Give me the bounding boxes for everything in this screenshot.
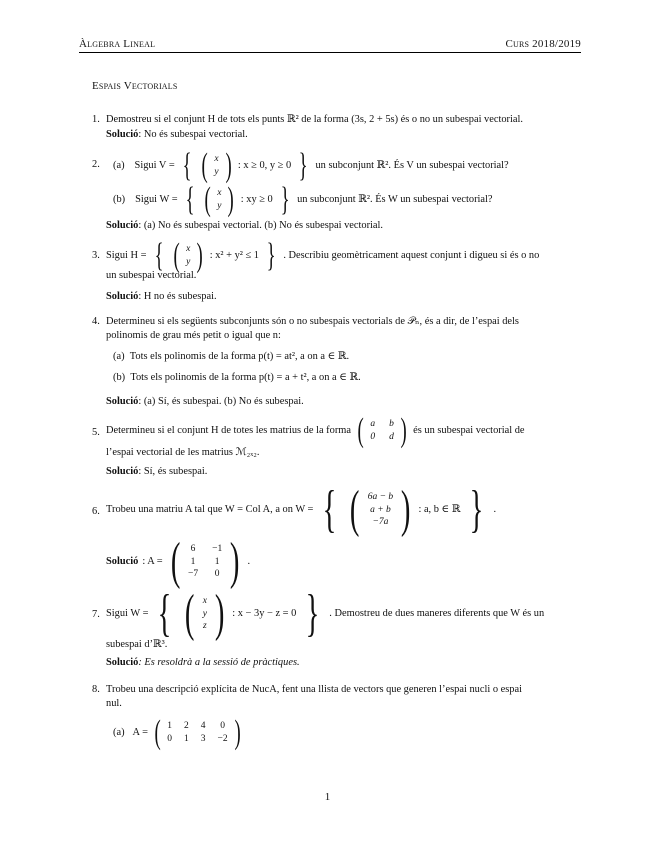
vector bbox=[186, 243, 190, 269]
vec-entry: y bbox=[186, 257, 191, 267]
solution-text: : No és subespai vectorial. bbox=[138, 129, 248, 140]
item-7-number: 7. bbox=[92, 609, 100, 620]
item-5-number: 5. bbox=[92, 427, 100, 438]
brace-close-icon: } bbox=[305, 585, 320, 642]
solution-end: . bbox=[247, 555, 251, 567]
solution-label: Solució bbox=[106, 466, 139, 477]
matrix-entry: 1 bbox=[184, 734, 189, 744]
vec-entry: x bbox=[214, 154, 219, 165]
paren-open-icon: ( bbox=[173, 237, 180, 274]
paren-open-icon: ( bbox=[357, 412, 364, 449]
matrix-entry: 6 bbox=[190, 543, 196, 554]
sub-label: (a) bbox=[113, 351, 125, 362]
page-number: 1 bbox=[324, 791, 331, 803]
brace-open-icon: { bbox=[158, 585, 172, 642]
paren-close-icon: ) bbox=[214, 585, 225, 642]
matrix-entry: −7 bbox=[187, 569, 199, 580]
vec-entry: x bbox=[202, 595, 207, 606]
solution-text: : H no és subespai. bbox=[138, 291, 217, 302]
paren-close-icon: ) bbox=[234, 714, 241, 751]
item-2a-pre: Sigui V = bbox=[134, 159, 175, 171]
brace-close-icon: } bbox=[266, 237, 276, 274]
matrix-entry: b bbox=[389, 419, 394, 430]
item-4-solution bbox=[106, 395, 304, 409]
vector bbox=[214, 153, 218, 179]
item-5-solution bbox=[106, 465, 207, 479]
item-4b-text: Tots els polinomis de la forma p(t) = a + t², a on a ∈ ℝ. bbox=[130, 372, 361, 383]
item-5-post: és un subespai vectorial de bbox=[413, 424, 525, 436]
vec-entry: a + b bbox=[370, 504, 391, 515]
matrix-entry: 0 bbox=[370, 432, 376, 442]
item-7-pre: Sigui W = bbox=[106, 607, 149, 619]
solution-text: : Es resoldrà a la sessió de pràctiques. bbox=[138, 657, 300, 668]
solution-eq: : A = bbox=[142, 555, 163, 567]
paren-open-icon: ( bbox=[185, 585, 195, 642]
vector bbox=[203, 595, 207, 633]
solution-label: Solució bbox=[106, 129, 139, 140]
brace-open-icon: { bbox=[185, 181, 195, 218]
header-rule bbox=[79, 52, 581, 53]
vec-entry: x bbox=[217, 188, 222, 199]
item-4-number: 4. bbox=[92, 316, 100, 327]
brace-open-icon: { bbox=[182, 147, 192, 184]
item-number: 1. bbox=[92, 114, 100, 125]
matrix bbox=[167, 720, 227, 746]
item-2-solution bbox=[106, 219, 383, 233]
item-4-line1: Determineu si els següents subconjunts són o no subespais vectorials de 𝒫ₙ, és a dir, de l’espai dels bbox=[106, 316, 519, 327]
section-title: Espais Vectorials bbox=[92, 80, 178, 92]
item-3-cond: : x² + y² ≤ 1 bbox=[209, 249, 259, 261]
header-left: Àlgebra Lineal bbox=[79, 38, 156, 50]
solution-text: : (a) Sí, és subespai. (b) No és subespai. bbox=[138, 396, 304, 407]
matrix-entry: 1 bbox=[190, 556, 196, 567]
solution-text: : Sí, és subespai. bbox=[138, 466, 208, 477]
solution-label: Solució bbox=[106, 396, 139, 407]
solution-text: : (a) No és subespai vectorial. (b) No és subespai vectorial. bbox=[138, 220, 384, 231]
item-5 bbox=[106, 414, 525, 448]
brace-open-icon: { bbox=[323, 481, 337, 538]
item-7 bbox=[106, 585, 545, 642]
paren-open-icon: ( bbox=[204, 181, 211, 218]
matrix-entry: d bbox=[389, 432, 394, 442]
item-7-post: . Demostreu de dues maneres diferents que W és un bbox=[329, 607, 545, 619]
matrix bbox=[188, 543, 222, 581]
paren-close-icon: ) bbox=[227, 181, 235, 218]
solution-label: Solució bbox=[106, 657, 139, 668]
item-8-line2: nul. bbox=[106, 698, 122, 709]
brace-close-icon: } bbox=[280, 181, 290, 218]
brace-close-icon: } bbox=[298, 147, 308, 184]
sub-label: (a) bbox=[113, 159, 125, 171]
paren-close-icon: ) bbox=[401, 481, 411, 538]
paren-close-icon: ) bbox=[225, 147, 232, 184]
item-5-line2: l’espai vectorial de les matrius ℳ₂ₓ₂. bbox=[106, 447, 260, 458]
paren-close-icon: ) bbox=[400, 412, 407, 449]
item-6-end: . bbox=[493, 503, 497, 515]
matrix-entry: 2 bbox=[184, 721, 189, 732]
matrix-entry: 0 bbox=[220, 721, 225, 732]
vec-entry: z bbox=[202, 621, 207, 632]
brace-close-icon: } bbox=[470, 481, 484, 538]
sub-label: (a) bbox=[113, 726, 125, 738]
item-3-post: . Describiu geomètricament aquest conjunt i digueu si és o no bbox=[283, 249, 540, 261]
item-2b-post: un subconjunt ℝ². És W un subespai vectorial? bbox=[297, 193, 493, 205]
matrix-entry: 1 bbox=[214, 556, 220, 567]
solution-label: Solució bbox=[106, 291, 139, 302]
vec-entry: 6a − b bbox=[367, 491, 394, 502]
matrix-entry: −1 bbox=[212, 543, 223, 554]
item-8a bbox=[113, 716, 243, 750]
sub-label: (b) bbox=[113, 372, 126, 383]
paren-close-icon: ) bbox=[230, 533, 240, 590]
vector bbox=[217, 187, 221, 213]
item-4b bbox=[113, 371, 361, 385]
vec-entry: y bbox=[214, 167, 219, 177]
vec-entry: y bbox=[217, 201, 222, 211]
brace-open-icon: { bbox=[154, 237, 164, 274]
item-3-solution bbox=[106, 290, 217, 304]
item-2a-cond: : x ≥ 0, y ≥ 0 bbox=[237, 159, 292, 171]
item-1-text: Demostreu si el conjunt H de tots els punts ℝ² de la forma (3s, 2 + 5s) és o no un subespai vectorial. bbox=[106, 114, 523, 125]
solution-label: Solució bbox=[106, 555, 139, 567]
item-8-line1: Trobeu una descripció explícita de NucA, fent una llista de vectors que generen l’espai nucli o espai bbox=[106, 684, 522, 695]
item-4a-text: Tots els polinomis de la forma p(t) = at², a on a ∈ ℝ. bbox=[129, 351, 350, 362]
matrix bbox=[370, 418, 394, 444]
item-6-number: 6. bbox=[92, 506, 100, 517]
item-1 bbox=[92, 113, 100, 127]
item-2b-pre: Sigui W = bbox=[135, 193, 178, 205]
item-6-cond: : a, b ∈ ℝ bbox=[418, 503, 461, 515]
matrix-entry: a bbox=[370, 419, 376, 430]
item-3-pre: Sigui H = bbox=[106, 249, 147, 261]
item-5-pre: Determineu si el conjunt H de totes les matrius de la forma bbox=[106, 424, 351, 436]
vec-entry: x bbox=[186, 244, 191, 255]
item-2a-post: un subconjunt ℝ². És V un subespai vectorial? bbox=[315, 159, 509, 171]
matrix-entry: 1 bbox=[167, 721, 173, 732]
item-8-number: 8. bbox=[92, 684, 100, 695]
solution-label: Solució bbox=[106, 220, 139, 231]
item-2b bbox=[113, 183, 493, 217]
matrix-entry: −2 bbox=[217, 734, 228, 744]
matrix-entry: 0 bbox=[214, 569, 220, 580]
item-3 bbox=[106, 239, 539, 273]
item-3-line2: un subespai vectorial. bbox=[106, 270, 197, 281]
item-7-line2: subespai d’ℝ³. bbox=[106, 639, 168, 650]
item-6 bbox=[106, 481, 497, 538]
header-right: Curs 2018/2019 bbox=[505, 38, 581, 50]
item-6-solution bbox=[106, 533, 251, 590]
matrix-entry: 3 bbox=[200, 734, 206, 744]
paren-close-icon: ) bbox=[196, 237, 204, 274]
item-2-number: 2. bbox=[92, 159, 100, 170]
item-4a bbox=[113, 350, 349, 364]
item-7-cond: : x − 3y − z = 0 bbox=[232, 607, 297, 619]
item-7-solution bbox=[106, 656, 300, 670]
matrix-entry: 4 bbox=[200, 721, 206, 732]
item-2b-cond: : xy ≥ 0 bbox=[240, 193, 273, 205]
matrix-entry: 0 bbox=[167, 734, 173, 744]
paren-open-icon: ( bbox=[154, 714, 161, 751]
item-4-line2: polinomis de grau més petit o igual que n: bbox=[106, 330, 281, 341]
paren-open-icon: ( bbox=[201, 147, 208, 184]
paren-open-icon: ( bbox=[350, 481, 360, 538]
vector bbox=[368, 491, 393, 529]
vec-entry: y bbox=[202, 608, 207, 619]
item-6-pre: Trobeu una matriu A tal que W = Col A, a on W = bbox=[106, 503, 314, 515]
sub-label: (b) bbox=[113, 193, 126, 205]
item-2a bbox=[113, 149, 509, 183]
item-1-solution bbox=[106, 128, 248, 142]
item-3-number: 3. bbox=[92, 250, 100, 261]
item-8a-eq: A = bbox=[132, 726, 148, 738]
vec-entry: −7a bbox=[372, 517, 389, 528]
paren-open-icon: ( bbox=[170, 533, 181, 590]
